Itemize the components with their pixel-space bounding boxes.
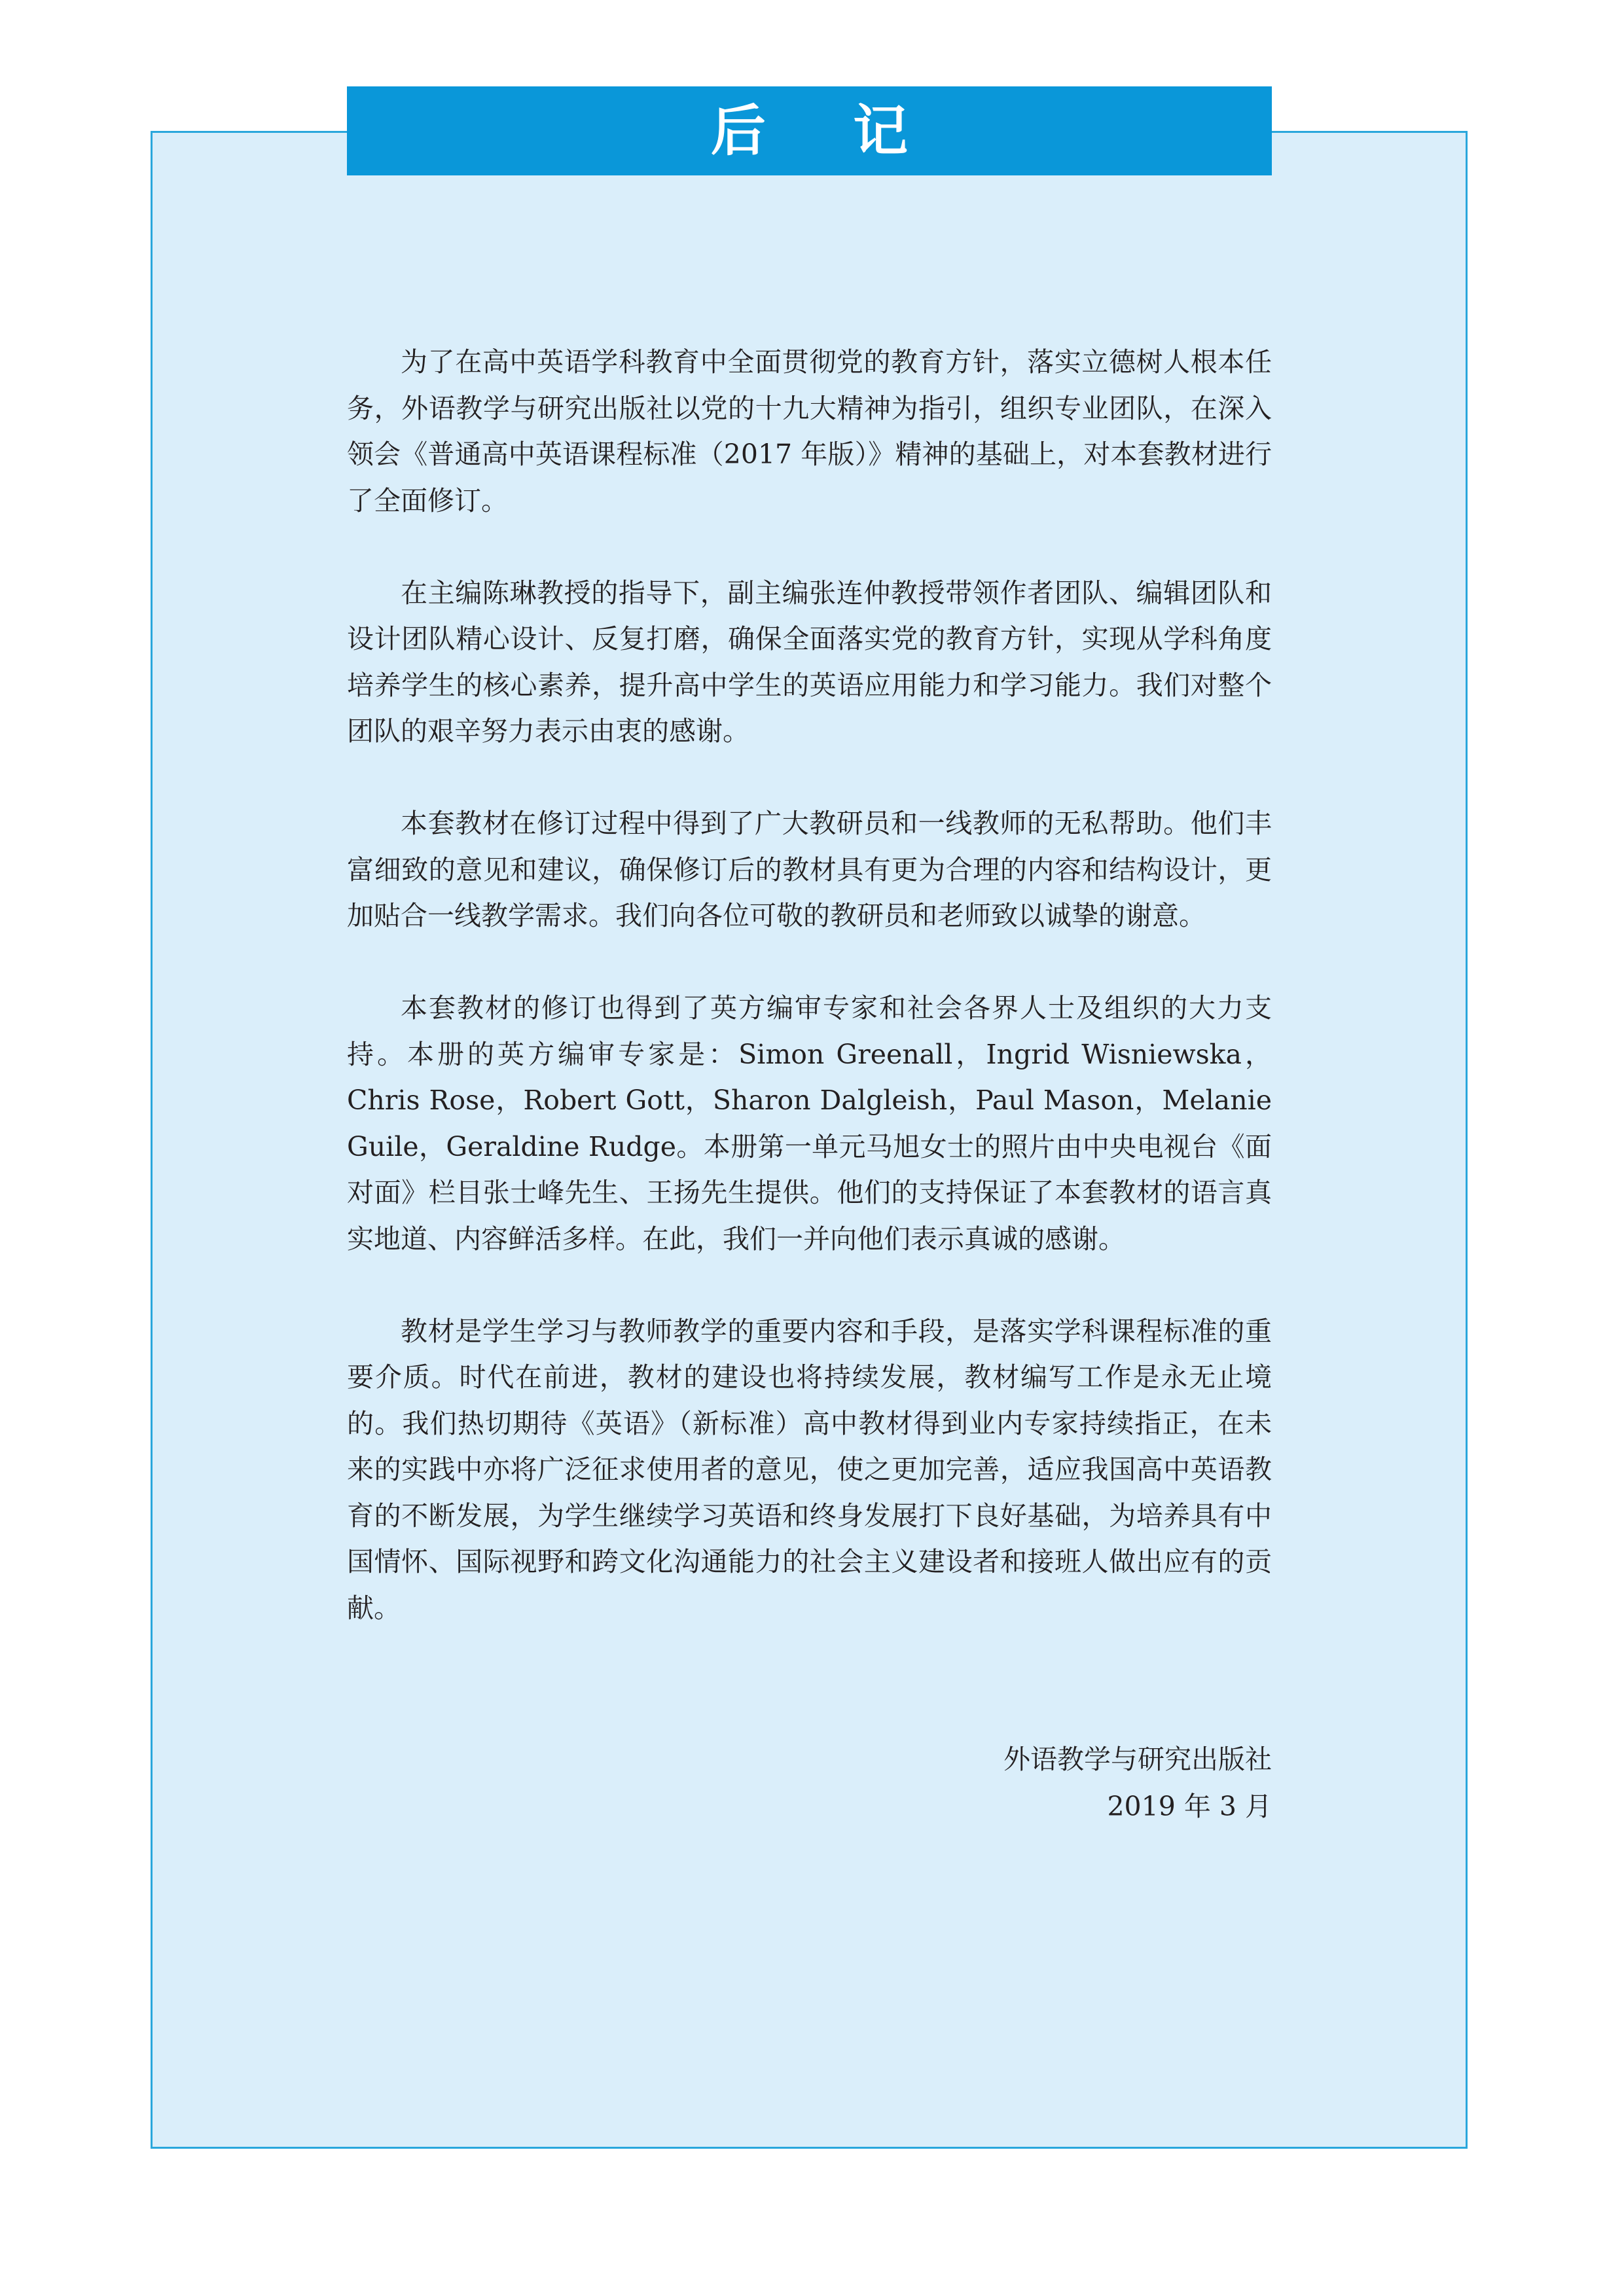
title-bar (347, 86, 1272, 175)
paragraph-2: 在主编陈琳教授的指导下，副主编张连仲教授带领作者团队、编辑团队和设计团队精心设计、反复打磨，确保全面落实党的教育方针，实现从学科角度培养学生的核心素养，提升高中学生的英语应用能力和学习能力。我们对整个团队的艰辛努力表示由衷的感谢。 (347, 577, 1272, 747)
afterword-body (347, 339, 1272, 1677)
paragraph-4: 本套教材的修订也得到了英方编审专家和社会各界人士及组织的大力支持。本册的英方编审专家是：Simon Greenall，Ingrid Wisniewska，Chris Rose，Robert Gott，Sharon Dalgleish，Paul Mason，Melanie Guile，Geraldine Rudge。本册第一单元马旭女士的照片由中央电视台《面对面》栏目张士峰先生、王扬先生提供。他们的支持保证了本套教材的语言真实地道、内容鲜活多样。在此，我们一并向他们表示真诚的感谢。 (347, 992, 1272, 1255)
publisher-name: 外语教学与研究出版社 (1003, 1744, 1272, 1775)
paragraph-3: 本套教材在修订过程中得到了广大教研员和一线教师的无私帮助。他们丰富细致的意见和建议，确保修订后的教材具有更为合理的内容和结构设计，更加贴合一线教学需求。我们向各位可敬的教研员和老师致以诚挚的谢意。 (347, 808, 1272, 931)
page-title: 后 记 (710, 99, 943, 163)
paragraph-1: 为了在高中英语学科教育中全面贯彻党的教育方针，落实立德树人根本任务，外语教学与研究出版社以党的十九大精神为指引，组织专业团队，在深入领会《普通高中英语课程标准（2017 年版）》精神的基础上，对本套教材进行了全面修订。 (347, 346, 1272, 516)
paragraph-5: 教材是学生学习与教师教学的重要内容和手段，是落实学科课程标准的重要介质。时代在前进，教材的建设也将持续发展，教材编写工作是永无止境的。我们热切期待《英语》（新标准）高中教材得到业内专家持续指正，在未来的实践中亦将广泛征求使用者的意见，使之更加完善，适应我国高中英语教育的不断发展，为学生继续学习英语和终身发展打下良好基础，为培养具有中国情怀、国际视野和跨文化沟通能力的社会主义建设者和接班人做出应有的贡献。 (347, 1315, 1272, 1624)
publication-date: 2019 年 3 月 (1107, 1791, 1272, 1822)
signature-block (347, 1736, 1272, 1830)
